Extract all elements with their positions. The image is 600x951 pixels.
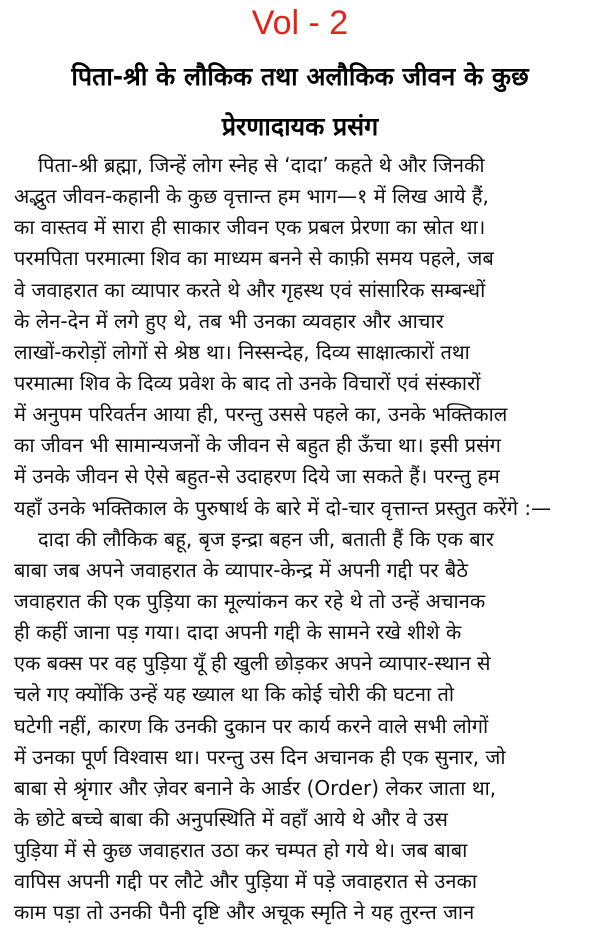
body-line: परमात्मा शिव के दिव्य प्रवेश के बाद तो उनके विचारों एवं संस्कारों: [14, 370, 481, 395]
body-text: [14, 150, 588, 929]
body-line: अद्भुत जीवन-कहानी के कुछ वृत्तान्त हम भाग—१ में लिख आये हैं,: [14, 184, 489, 209]
body-line: में उनके जीवन से ऐसे बहुत-से उदाहरण दिये जा सकते हैं। परन्तु हम: [14, 464, 500, 489]
body-line: दादा की लौकिक बहू, बृज इन्द्रा बहन जी, बताती हैं कि एक बार: [38, 526, 494, 551]
body-line: यहाँ उनके भक्तिकाल के पुरुषार्थ के बारे में दो-चार वृत्तान्त प्रस्तुत करेंगे :—: [14, 495, 552, 520]
body-line: ही कहीं जाना पड़ गया। दादा अपनी गद्दी के सामने रखे शीशे के: [14, 620, 462, 645]
body-line: परमपिता परमात्मा शिव का माध्यम बनने से काफ़ी समय पहले, जब: [14, 246, 494, 271]
body-line: घटेगी नहीं, कारण कि उनकी दुकान पर कार्य करने वाले सभी लोगों: [14, 713, 489, 738]
body-line: जवाहरात की एक पुड़िया का मूल्यांकन कर रहे थे तो उन्हें अचानक: [14, 588, 486, 613]
body-line: एक बक्स पर वह पुड़िया यूँ ही खुली छोड़कर अपने व्यापार-स्थान से: [14, 651, 491, 676]
body-line: पिता-श्री ब्रह्मा, जिन्हें लोग स्नेह से ‘दादा’ कहते थे और जिनकी: [38, 153, 485, 177]
volume-label: Vol - 2: [251, 4, 349, 42]
body-line: के छोटे बच्चे बाबा की अनुपस्थिति में वहाँ आये थे और वे उस: [14, 806, 448, 831]
body-line: का जीवन भी सामान्यजनों के जीवन से बहुत ही ऊँचा था। इसी प्रसंग: [14, 433, 501, 458]
body-line: वापिस अपनी गद्दी पर लौटे और पुड़िया में पड़े जवाहरात से उनका: [14, 869, 478, 894]
body-line: काम पड़ा तो उनकी पैनी दृष्टि और अचूक स्मृति ने यह तुरन्त जान: [14, 900, 475, 925]
body-line: में अनुपम परिवर्तन आया ही, परन्तु उससे पहले का, उनके भक्तिकाल: [14, 402, 508, 427]
chapter-title: [8, 52, 592, 152]
body-line: वे जवाहरात का व्यापार करते थे और गृहस्थ एवं सांसारिक सम्बन्धों: [14, 277, 486, 302]
body-line: बाबा से श्रृंगार और ज़ेवर बनाने के आर्डर (Order) लेकर जाता था,: [14, 775, 497, 800]
body-line: में उनका पूर्ण विश्वास था। परन्तु उस दिन अचानक ही एक सुनार, जो: [14, 744, 506, 769]
body-line: लाखों-करोड़ों लोगों से श्रेष्ठ था। निस्सन्देह, दिव्य साक्षात्कारों तथा: [14, 339, 470, 364]
body-line: बाबा जब अपने जवाहरात के व्यापार-केन्द्र में अपनी गद्दी पर बैठे: [14, 557, 468, 582]
chapter-title-line-2: प्रेरणादायक प्रसंग: [221, 112, 379, 141]
chapter-title-line-1: पिता-श्री के लौकिक तथा अलौकिक जीवन के कुछ: [71, 62, 529, 91]
body-line: के लेन-देन में लगे हुए थे, तब भी उनका व्यवहार और आचार: [14, 308, 444, 333]
body-line: पुड़िया में से कुछ जवाहरात उठा कर चम्पत हो गये थे। जब बाबा: [14, 838, 468, 863]
body-line: चले गए क्योंकि उन्हें यह ख्याल था कि कोई चोरी की घटना तो: [14, 682, 455, 707]
body-line: का वास्तव में सारा ही साकार जीवन एक प्रबल प्रेरणा का स्रोत था।: [14, 215, 486, 240]
